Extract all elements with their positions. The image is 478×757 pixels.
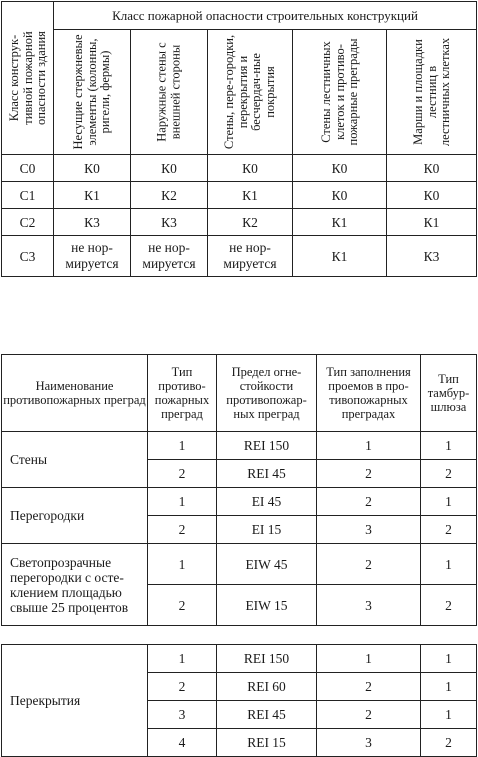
table-cell: 1 [421,544,477,585]
table-cell: 1 [421,488,477,516]
table-cell: К0 [54,155,131,182]
column-header-text: Марши и площадки лестниц в лестничных клетках [410,37,452,147]
table-cell: К1 [293,209,387,236]
table-cell: 1 [421,645,477,673]
column-header-text: Стены, пере-городки, перекрытия и бесчердач-ные покрытия [222,34,277,150]
table-cell: EI 15 [217,516,317,544]
table-cell: REI 45 [217,460,317,488]
table-cell: 1 [317,432,421,460]
table-cell: REI 150 [217,645,317,673]
table-cell: 1 [421,432,477,460]
building-class-cell: С0 [2,155,54,182]
table-cell: 3 [317,729,421,757]
table-cell: 1 [317,645,421,673]
table-cell: не нор-мируется [131,236,208,277]
table-cell: К0 [293,155,387,182]
table-row [2,488,477,516]
table-cell: 2 [148,516,217,544]
building-class-header-text: Класс конструк-тивной пожарной опасности здания [6,31,48,125]
barrier-name-cell: Перекрытия [2,645,148,757]
table-cell: 1 [148,432,217,460]
table-cell: не нор-мируется [54,236,131,277]
column-header-text: Стены лестничных клеток и противо-пожарные преграды [318,38,360,146]
table-cell: К0 [208,155,293,182]
table-cell: 2 [421,516,477,544]
table-cell: К0 [131,155,208,182]
table-cell: 1 [421,701,477,729]
table-row [2,432,477,460]
barrier-name-cell: Перегородки [2,488,148,544]
table-cell: REI 45 [217,701,317,729]
table-cell: 2 [317,488,421,516]
fire-resistance-header: Предел огне-стойкости противопожар-ных преград [217,355,317,432]
section-gap [2,626,477,645]
table-cell: К0 [387,182,477,209]
table-cell: К1 [208,182,293,209]
column-header-text: Несущие стержневые элементы (колонны, ригели, фермы) [70,34,112,150]
table-cell: 2 [317,544,421,585]
table-cell: REI 60 [217,673,317,701]
barrier-type-header: Тип противо-пожарных преград [148,355,217,432]
building-class-cell: С2 [2,209,54,236]
table-cell: 3 [148,701,217,729]
table-cell: 3 [317,585,421,626]
barrier-name-cell: Светопрозрачные перегородки с осте-клением площадью свыше 25 процентов [2,544,148,626]
table-cell: К1 [54,182,131,209]
table-cell: REI 15 [217,729,317,757]
table-row [2,645,477,673]
table-cell: 1 [148,645,217,673]
column-header [54,30,131,155]
table-cell: К1 [293,236,387,277]
table-row [2,155,477,182]
table-cell: К3 [131,209,208,236]
table-cell: К3 [54,209,131,236]
table-cell: EIW 15 [217,585,317,626]
table-cell: EI 45 [217,488,317,516]
opening-fill-header: Тип заполнения проемов в про-тивопожарных преградах [317,355,421,432]
table-cell: К2 [208,209,293,236]
table-cell: К1 [387,209,477,236]
table-cell: 1 [148,488,217,516]
section-gap-cell [2,626,477,645]
table-row [2,182,477,209]
table-row [2,209,477,236]
table-cell: 3 [317,516,421,544]
table-cell: 2 [317,460,421,488]
table-cell: 2 [148,460,217,488]
barrier-name-header: Наименование противопожарных преград [2,355,148,432]
table-cell: К0 [387,155,477,182]
table-cell: 2 [421,460,477,488]
table-cell: 1 [148,544,217,585]
column-header [387,30,477,155]
table-cell: REI 150 [217,432,317,460]
building-class-cell: С3 [2,236,54,277]
table-cell: К3 [387,236,477,277]
barrier-name-cell: Стены [2,432,148,488]
column-header [208,30,293,155]
building-class-header [2,2,54,155]
fire-hazard-class-table [1,1,477,277]
table-cell: 2 [148,673,217,701]
table-cell: не нор-мируется [208,236,293,277]
airlock-type-header: Тип тамбур-шлюза [421,355,477,432]
construction-class-title: Класс пожарной опасности строительных конструкций [54,2,477,30]
column-header [293,30,387,155]
column-header-text: Наружные стены с внешней стороны [154,42,182,142]
table-cell: 2 [148,585,217,626]
table-row [2,236,477,277]
table-cell: 4 [148,729,217,757]
table-cell: К2 [131,182,208,209]
fire-barrier-table [1,354,477,757]
table-cell: 2 [317,701,421,729]
table-cell: 2 [421,729,477,757]
table-row [2,544,477,585]
building-class-cell: С1 [2,182,54,209]
column-header [131,30,208,155]
table-cell: 2 [317,673,421,701]
table-cell: EIW 45 [217,544,317,585]
table-cell: К0 [293,182,387,209]
table-cell: 2 [421,585,477,626]
table-cell: 1 [421,673,477,701]
